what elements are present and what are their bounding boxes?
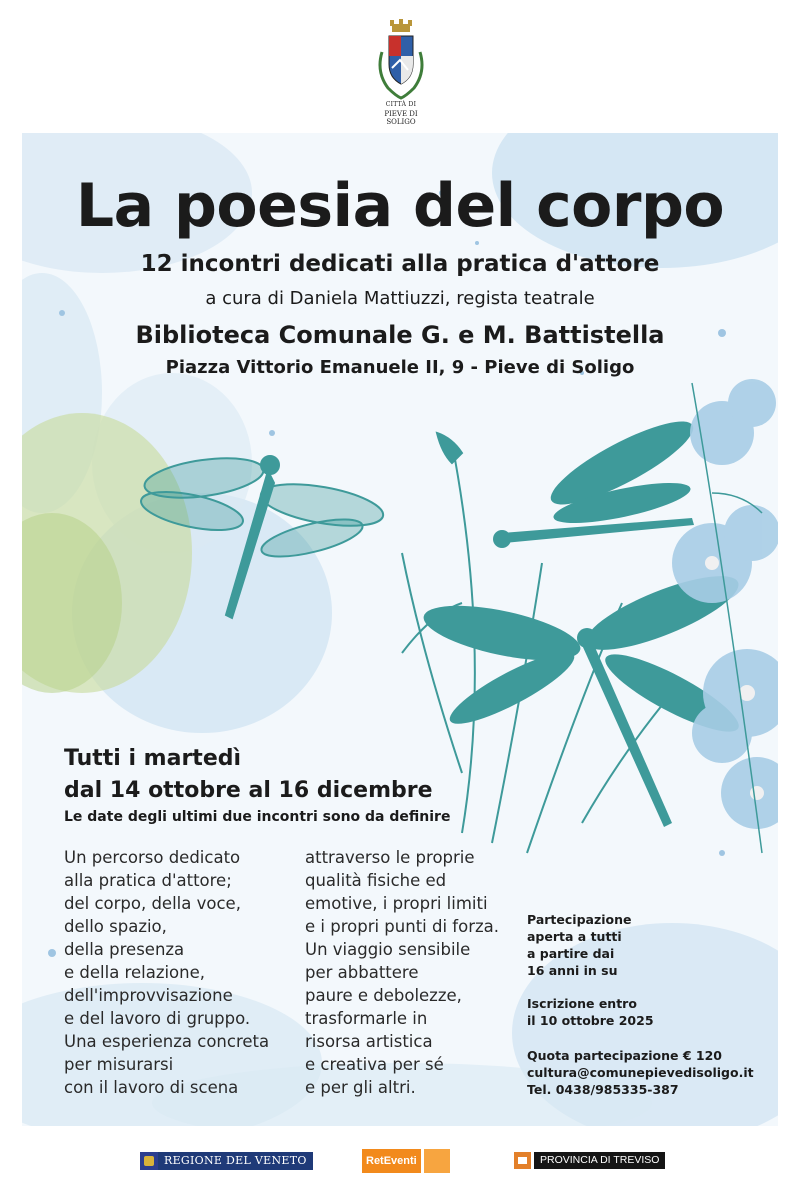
provincia-treviso-logo (514, 1152, 665, 1169)
description-line: dello spazio, (64, 917, 167, 936)
description-line: e creativa per sé (305, 1055, 444, 1074)
description-line: del corpo, della voce, (64, 894, 241, 913)
poster-panel (22, 133, 778, 1126)
description-line: Un percorso dedicato (64, 848, 241, 867)
description-line: paure e debolezze, (305, 986, 462, 1005)
description-line: della presenza (64, 940, 185, 959)
crest-caption-line1: CITTÀ DI (385, 101, 417, 108)
description-line: risorsa artistica (305, 1032, 433, 1051)
poster-subtitle: 12 incontri dedicati alla pratica d'attore (140, 251, 660, 277)
description-line: per misurarsi (64, 1055, 174, 1074)
description-line: per abbattere (305, 963, 419, 982)
description-line: e della relazione, (64, 963, 206, 982)
description-line: e i propri punti di forza. (305, 917, 499, 936)
schedule-note: Le date degli ultimi due incontri sono da definire (64, 809, 451, 825)
description-line: e per gli altri. (305, 1078, 416, 1097)
city-crest-logo (370, 18, 432, 126)
registration-info (527, 995, 654, 1029)
description-line: qualità fisiche ed (305, 871, 447, 890)
reteventi-logo (362, 1149, 450, 1173)
poster-curator: a cura di Daniela Mattiuzzi, regista teatrale (205, 288, 595, 309)
schedule-block (64, 743, 433, 807)
description-line: emotive, i propri limiti (305, 894, 488, 913)
description-line: dell'improvvisazione (64, 986, 233, 1005)
quota-contact-info (527, 1047, 754, 1098)
crest-caption-line2: PIEVE DI SOLIGO (384, 110, 418, 126)
reteventi-side-icon (424, 1149, 450, 1173)
poster-address: Piazza Vittorio Emanuele II, 9 - Pieve di Soligo (165, 357, 635, 378)
description-line: con il lavoro di scena (64, 1078, 239, 1097)
contact-email[interactable]: cultura@comunepievedisoligo.it (527, 1065, 754, 1080)
schedule-date-range: dal 14 ottobre al 16 dicembre (64, 778, 433, 803)
info-line: il 10 ottobre 2025 (527, 1013, 654, 1028)
regione-veneto-logo (140, 1152, 313, 1170)
info-line: Partecipazione (527, 912, 632, 927)
regione-veneto-label: REGIONE DEL VENETO (158, 1152, 313, 1170)
quota-line: Quota partecipazione € 120 (527, 1048, 722, 1063)
description-column-1 (64, 846, 269, 1099)
provincia-treviso-label: PROVINCIA DI TREVISO (534, 1152, 665, 1169)
contact-phone[interactable]: Tel. 0438/985335-387 (527, 1082, 679, 1097)
description-line: attraverso le proprie (305, 848, 475, 867)
info-line: 16 anni in su (527, 963, 618, 978)
description-line: Un viaggio sensibile (305, 940, 471, 959)
poster-title: La poesia del corpo (75, 171, 725, 241)
participation-info (527, 911, 631, 979)
dragonfly-upper-right-illustration (493, 408, 702, 548)
description-line: alla pratica d'attore; (64, 871, 232, 890)
description-line: trasformarle in (305, 1009, 428, 1028)
description-column-2 (305, 846, 499, 1099)
veneto-lion-icon (140, 1152, 158, 1170)
reteventi-label: RetEventi (362, 1149, 421, 1173)
info-line: Iscrizione entro (527, 996, 637, 1011)
description-line: e del lavoro di gruppo. (64, 1009, 251, 1028)
poster-venue: Biblioteca Comunale G. e M. Battistella (135, 321, 665, 349)
treviso-shield-icon (514, 1152, 531, 1169)
info-line: a partire dai (527, 946, 615, 961)
schedule-days: Tutti i martedì (64, 746, 242, 771)
description-line: Una esperienza concreta (64, 1032, 270, 1051)
crest-emblem-icon (370, 18, 432, 100)
info-line: aperta a tutti (527, 929, 622, 944)
